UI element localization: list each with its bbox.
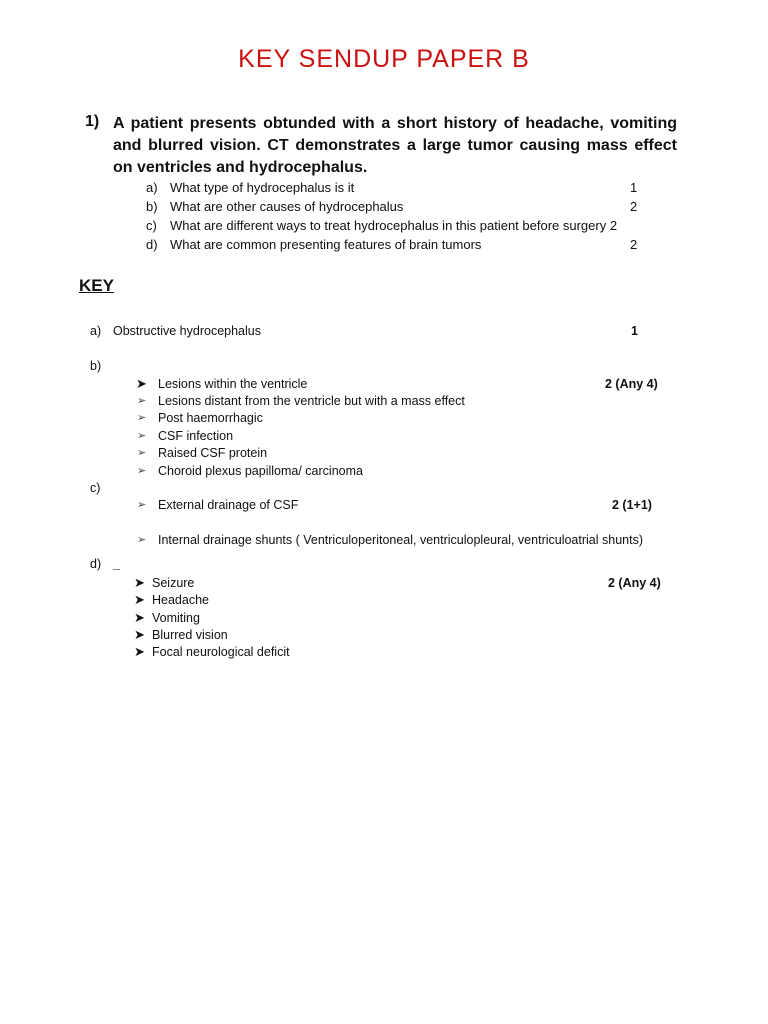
- part-label: d): [146, 237, 158, 252]
- part-text: What are different ways to treat hydrocephalus in this patient before surgery 2: [170, 218, 618, 233]
- part-marks: 2: [630, 199, 638, 214]
- part-marks: 2: [630, 237, 638, 252]
- part-label: c): [146, 218, 157, 233]
- list-item: Lesions distant from the ventricle but with a mass effect: [158, 394, 465, 408]
- question-number: 1): [85, 113, 100, 130]
- answer-a-label: a): [90, 324, 102, 338]
- list-item: Lesions within the ventricle: [158, 377, 308, 391]
- arrowhead-bullet-icon: ➢: [137, 499, 147, 511]
- part-marks: 1: [630, 180, 638, 195]
- arrowhead-bullet-icon: ➤: [134, 610, 145, 625]
- arrowhead-bullet-icon: ➤: [134, 592, 145, 607]
- part-label: b): [146, 199, 158, 214]
- arrowhead-bullet-icon: ➢: [137, 447, 147, 459]
- answer-b-label: b): [90, 359, 102, 373]
- list-item: Raised CSF protein: [158, 446, 268, 460]
- list-item: Headache: [152, 593, 209, 607]
- answer-d-marks: 2 (Any 4): [608, 576, 661, 590]
- answer-b-marks: 2 (Any 4): [605, 377, 658, 391]
- answer-a-marks: 1: [631, 324, 638, 338]
- arrowhead-bullet-icon: ➤: [136, 376, 147, 391]
- list-item: Post haemorrhagic: [158, 411, 263, 425]
- list-item: External drainage of CSF: [158, 498, 299, 512]
- arrowhead-bullet-icon: ➤: [134, 575, 145, 590]
- list-item: Focal neurological deficit: [152, 645, 290, 659]
- key-heading: KEY: [79, 276, 114, 295]
- arrowhead-bullet-icon: ➢: [137, 534, 147, 546]
- list-item: Internal drainage shunts ( Ventriculoperitoneal, ventriculopleural, ventriculoatrial shunts): [158, 533, 643, 547]
- arrowhead-bullet-icon: ➤: [134, 627, 145, 642]
- answer-d-underscore: _: [113, 557, 120, 571]
- list-item: Blurred vision: [152, 628, 228, 642]
- part-text: What are common presenting features of brain tumors: [170, 237, 482, 252]
- arrowhead-bullet-icon: ➢: [137, 412, 147, 424]
- page-title: KEY SENDUP PAPER B: [238, 45, 530, 73]
- arrowhead-bullet-icon: ➢: [137, 395, 147, 407]
- part-text: What are other causes of hydrocephalus: [170, 199, 404, 214]
- arrowhead-bullet-icon: ➤: [134, 644, 145, 659]
- answer-c-label: c): [90, 481, 101, 495]
- part-label: a): [146, 180, 158, 195]
- arrowhead-bullet-icon: ➢: [137, 430, 147, 442]
- answer-d-label: d): [90, 557, 102, 571]
- part-text: What type of hydrocephalus is it: [170, 180, 355, 195]
- list-item: Seizure: [152, 576, 195, 590]
- list-item: Vomiting: [152, 611, 200, 625]
- answer-a-text: Obstructive hydrocephalus: [113, 324, 261, 338]
- list-item: CSF infection: [158, 429, 234, 443]
- answer-c-marks: 2 (1+1): [612, 498, 652, 512]
- arrowhead-bullet-icon: ➢: [137, 465, 147, 477]
- list-item: Choroid plexus papilloma/ carcinoma: [158, 464, 363, 478]
- question-text: A patient presents obtunded with a short history of headache, vomiting and blurred vision. CT demonstrates a large tumor causing mass effect on ventricles and hydrocephalus.: [113, 115, 677, 176]
